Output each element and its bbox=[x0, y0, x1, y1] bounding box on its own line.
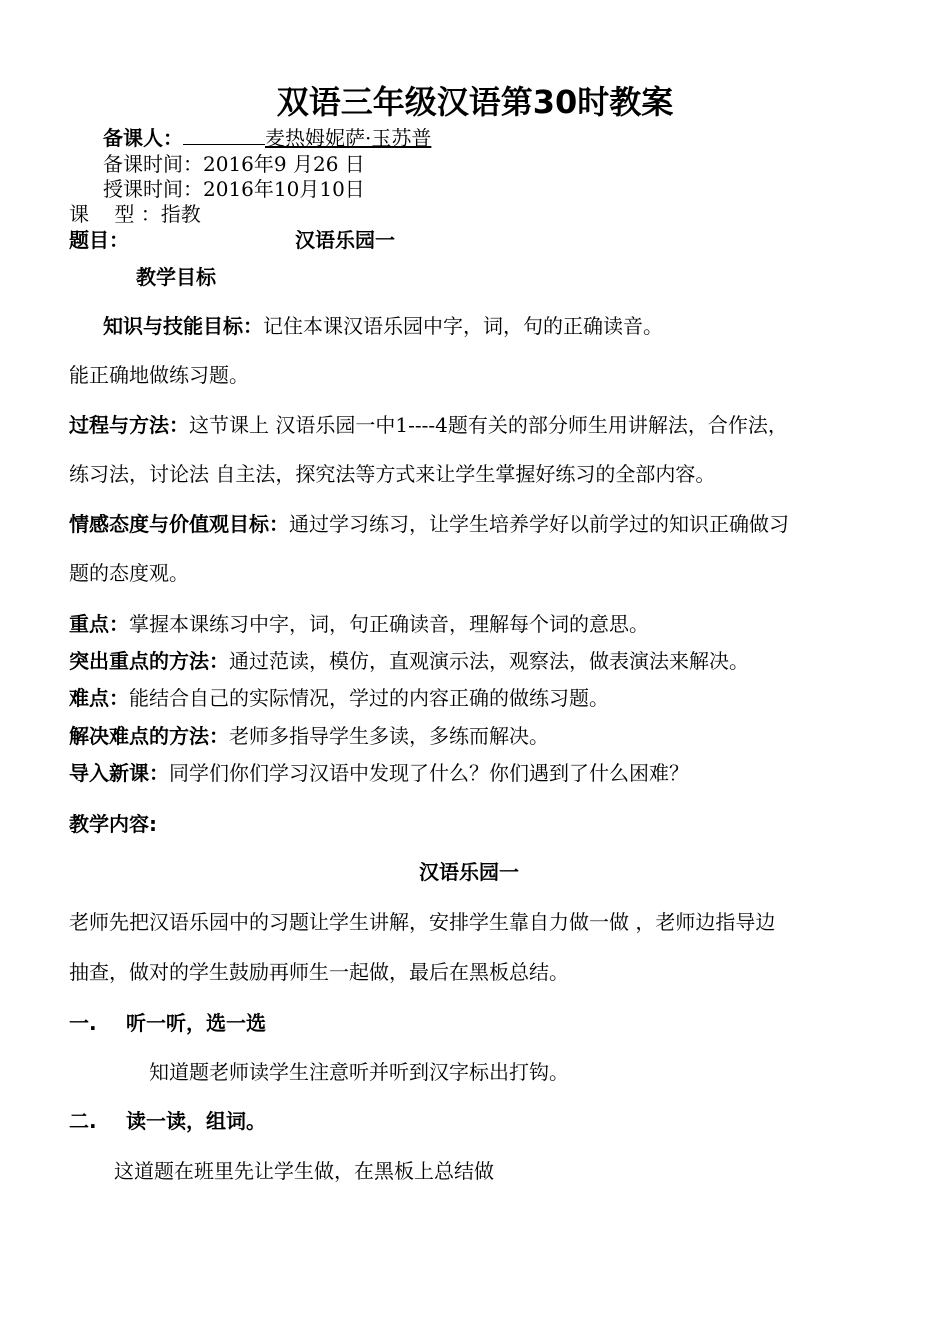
knowledge-text: 记住本课汉语乐园中字，词，句的正确读音。 bbox=[263, 314, 663, 338]
knowledge-cont: 能正确地做练习题。 bbox=[69, 363, 249, 387]
difficulty-text: 能结合自己的实际情况，学过的内容正确的做练习题。 bbox=[129, 686, 609, 710]
emotion-line bbox=[69, 511, 789, 537]
key-method-text: 通过范读，模仿，直观演示法，观察法，做表演法来解决。 bbox=[229, 649, 749, 673]
teach-time-value: 2016年10月10日 bbox=[203, 177, 365, 201]
emotion-text: 通过学习练习，让学生培养学好以前学过的知识正确做习 bbox=[289, 512, 789, 536]
preparer-label: 备课人： bbox=[103, 126, 183, 150]
item1-num: 一. bbox=[69, 1011, 97, 1035]
emotion-cont: 题的态度观。 bbox=[69, 561, 189, 585]
prep-time-label: 备课时间： bbox=[103, 152, 203, 176]
para1-line2: 抽查，做对的学生鼓励再师生一起做，最后在黑板总结。 bbox=[69, 960, 569, 984]
intro-line bbox=[69, 760, 689, 786]
key-point-label: 重点： bbox=[69, 612, 129, 636]
preparer-blank bbox=[183, 126, 265, 145]
item2-num: 二. bbox=[69, 1109, 97, 1133]
key-method-line bbox=[69, 648, 749, 674]
teach-time-label: 授课时间： bbox=[103, 177, 203, 201]
section-title: 汉语乐园一 bbox=[419, 860, 519, 884]
prep-time-row bbox=[103, 151, 365, 177]
knowledge-label: 知识与技能目标： bbox=[103, 314, 263, 338]
key-point-text: 掌握本课练习中字，词，句正确读音，理解每个词的意思。 bbox=[129, 612, 649, 636]
item2-text: 这道题在班里先让学生做，在黑板上总结做 bbox=[114, 1159, 494, 1183]
teach-time-row bbox=[103, 176, 365, 202]
process-line bbox=[69, 412, 788, 438]
difficulty-line bbox=[69, 685, 609, 711]
lesson-type: 课 型 ：指教 bbox=[69, 202, 201, 226]
key-point-line bbox=[69, 611, 649, 637]
intro-text: 同学们你们学习汉语中发现了什么？你们遇到了什么困难？ bbox=[169, 761, 689, 785]
process-text: 这节课上 汉语乐园一中1----4题有关的部分师生用讲解法，合作法， bbox=[189, 413, 788, 437]
intro-label: 导入新课： bbox=[69, 761, 169, 785]
preparer-name: 麦热姆妮萨·玉苏普 bbox=[265, 126, 432, 150]
key-method-label: 突出重点的方法： bbox=[69, 649, 229, 673]
prep-time-value: 2016年9 月26 日 bbox=[203, 152, 365, 176]
para1-line1: 老师先把汉语乐园中的习题让学生讲解，安排学生靠自力做一做 ，老师边指导边 bbox=[69, 910, 776, 934]
difficulty-method-line bbox=[69, 723, 549, 749]
process-label: 过程与方法： bbox=[69, 413, 189, 437]
document-title: 双语三年级汉语第30时教案 bbox=[276, 83, 674, 121]
difficulty-method-text: 老师多指导学生多读，多练而解决。 bbox=[229, 724, 549, 748]
objectives-heading: 教学目标 bbox=[136, 265, 216, 289]
emotion-label: 情感态度与价值观目标： bbox=[69, 512, 289, 536]
difficulty-method-label: 解决难点的方法： bbox=[69, 724, 229, 748]
item1-text: 知道题老师读学生注意听并听到汉字标出打钩。 bbox=[149, 1060, 569, 1084]
preparer-row bbox=[103, 125, 431, 151]
item2-title: 读一读，组词。 bbox=[126, 1109, 266, 1133]
topic-value: 汉语乐园一 bbox=[295, 228, 395, 252]
content-heading: 教学内容: bbox=[69, 812, 157, 836]
process-cont: 练习法，讨论法 自主法，探究法等方式来让学生掌握好练习的全部内容。 bbox=[69, 462, 716, 486]
item1-title: 听一听，选一选 bbox=[126, 1011, 266, 1035]
difficulty-label: 难点： bbox=[69, 686, 129, 710]
knowledge-line bbox=[103, 313, 663, 339]
topic-label: 题目： bbox=[69, 228, 129, 252]
